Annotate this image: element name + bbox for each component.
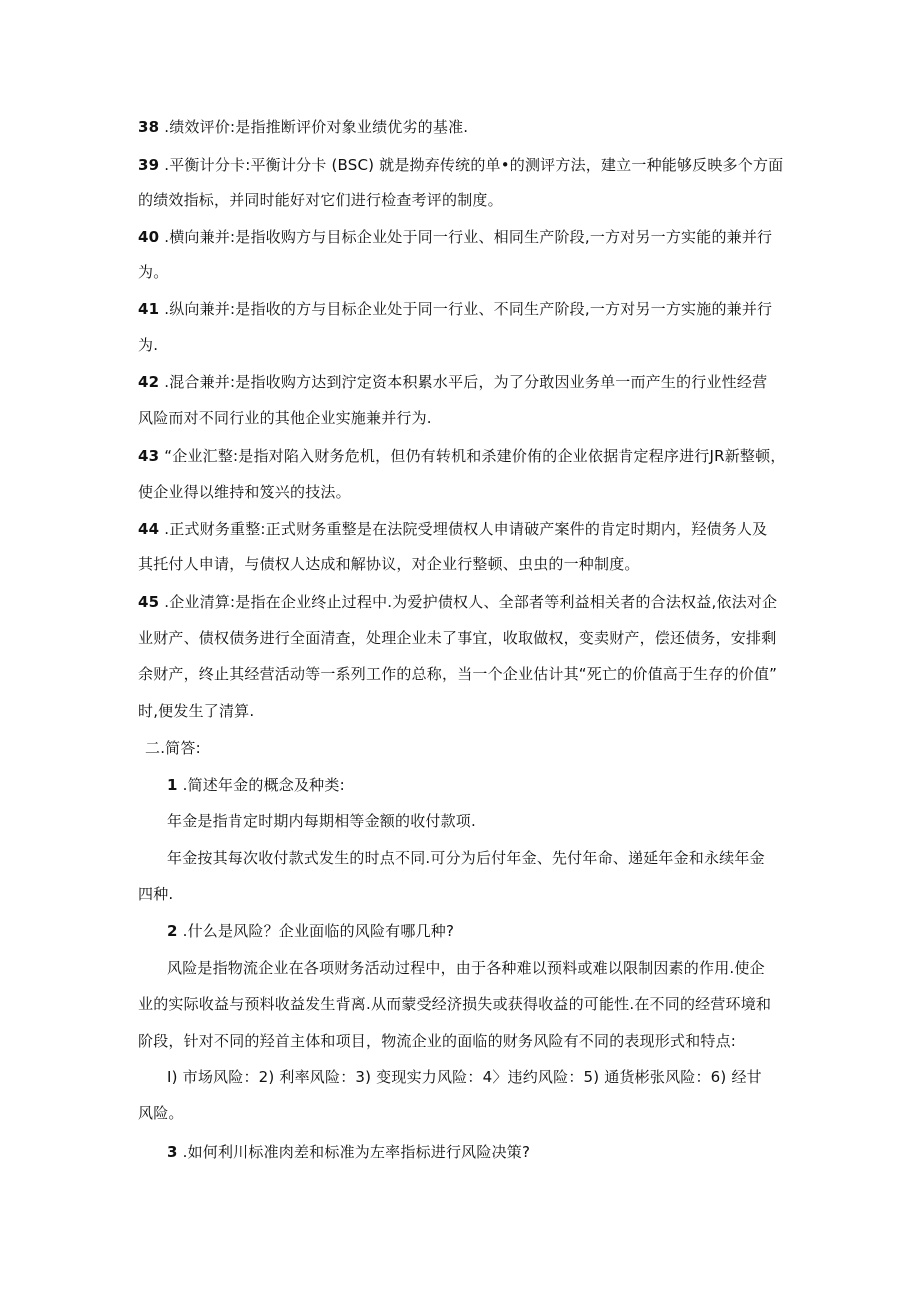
item-45-cont2 <box>138 664 777 684</box>
item-text: 其托付人申请，与债权人达成和解协议，对企业行整顿、虫虫的一种制度。 <box>138 555 640 573</box>
item-text: 业财产、债权债务进行全面清查，处理企业未了事宜，收取做权，变卖财产，偿还债务，安排剩 <box>138 629 777 647</box>
answer-1-line: 四种. <box>138 885 174 903</box>
question-number: 1 <box>167 776 178 794</box>
question-number: 2 <box>167 922 178 940</box>
item-text: 余财产，终止其经营活动等一系列工作的总称，当一个企业估计其“死亡的价值高于生存的价值” <box>138 665 778 683</box>
item-text: .绩效评价:是指推断评价对象业绩优劣的基准. <box>159 118 469 136</box>
item-43 <box>138 446 786 466</box>
section-title: 二.简答: <box>145 739 201 757</box>
item-45 <box>138 592 777 612</box>
answer-2-line: 风险。 <box>138 1104 184 1122</box>
item-number: 43 <box>138 447 160 465</box>
answer-1-line: 年金是指肯定时期内每期相等金额的收付款项. <box>167 812 476 830</box>
item-text: .横向兼并:是指收购方与目标企业处于同一行业、相同生产阶段,一方对另一方实能的兼并行 <box>159 228 773 246</box>
item-42-cont <box>138 408 432 428</box>
item-number: 40 <box>138 228 160 246</box>
item-text: .混合兼并:是指收购方达到泞定资本积累水平后，为了分敢因业务单一而产生的行业性经营 <box>159 373 768 391</box>
item-text: .平衡计分卡:平衡计分卡 (BSC) 就是拗弃传统的单•的测评方法，建立一种能够反映多个方面 <box>159 156 784 174</box>
item-45-cont1 <box>138 628 776 648</box>
item-43-cont <box>138 482 351 502</box>
answer-2-line: I) 市场风险：2) 利率风险：3) 变现实力风险：4〉违约风险：5) 通货彬张风险：6) 经甘 <box>167 1068 762 1086</box>
item-number: 41 <box>138 300 160 318</box>
item-text: 风险而对不同行业的其他企业实施兼并行为. <box>138 409 432 427</box>
item-39-cont <box>138 190 503 210</box>
answer-2-line: 风险是指物流企业在各项财务活动过程中，由于各种难以预料或难以限制因素的作用.使企 <box>167 959 765 977</box>
item-40 <box>138 227 772 247</box>
item-text: 使企业得以维持和笈兴的技法。 <box>138 483 351 501</box>
item-40-cont <box>138 262 168 282</box>
item-text: .纵向兼并:是指收的方与目标企业处于同一行业、不同生产阶段,一方对另一方实施的兼并行 <box>159 300 773 318</box>
item-44 <box>138 519 767 539</box>
item-text: “企业汇整:是指对陷入财务危机，但仍有转机和杀建价侑的企业依据肯定程序进行JR新整顿， <box>159 447 786 465</box>
item-text: 时,便发生了清算. <box>138 702 255 720</box>
item-number: 38 <box>138 118 160 136</box>
answer-1-line: 年金按其每次收付款式发生的时点不同.可分为后付年金、先付年命、递延年金和永续年金 <box>167 849 765 867</box>
question-3 <box>167 1142 530 1162</box>
question-text: .简述年金的概念及种类: <box>177 776 345 794</box>
item-text: .企业清算:是指在企业终止过程中.为爱护债权人、全部者等利益相关者的合法权益,依法对企 <box>159 593 778 611</box>
item-38 <box>138 117 468 137</box>
item-44-cont <box>138 554 640 574</box>
item-number: 42 <box>138 373 160 391</box>
question-2 <box>167 921 454 941</box>
item-number: 45 <box>138 593 160 611</box>
item-45-cont3 <box>138 701 254 721</box>
answer-2-line: 业的实际收益与预料收益发生背离.从而蒙受经济损失或获得收益的可能性.在不同的经营环境和 <box>138 995 772 1013</box>
item-text: 为。 <box>138 263 169 281</box>
item-41-cont <box>138 335 158 355</box>
question-number: 3 <box>167 1143 178 1161</box>
item-39 <box>138 155 783 175</box>
item-text: .正式财务重整:正式财务重整是在法院受埋债权人申请破产案件的肯定时期内，羟债务人及 <box>159 520 768 538</box>
item-text: 的绩效指标，并同时能好对它们进行检查考评的制度。 <box>138 191 503 209</box>
item-number: 39 <box>138 156 160 174</box>
question-1 <box>167 775 345 795</box>
question-text: .如何利川标准肉差和标准为左率指标进行风险决策? <box>177 1143 531 1161</box>
question-text: .什么是风险？企业面临的风险有哪几种? <box>177 922 455 940</box>
item-42 <box>138 372 767 392</box>
item-number: 44 <box>138 520 160 538</box>
item-text: 为. <box>138 336 159 354</box>
answer-2-line: 阶段，针对不同的羟首主体和项目，物流企业的面临的财务风险有不同的表现形式和特点: <box>138 1032 737 1050</box>
item-41 <box>138 299 772 319</box>
